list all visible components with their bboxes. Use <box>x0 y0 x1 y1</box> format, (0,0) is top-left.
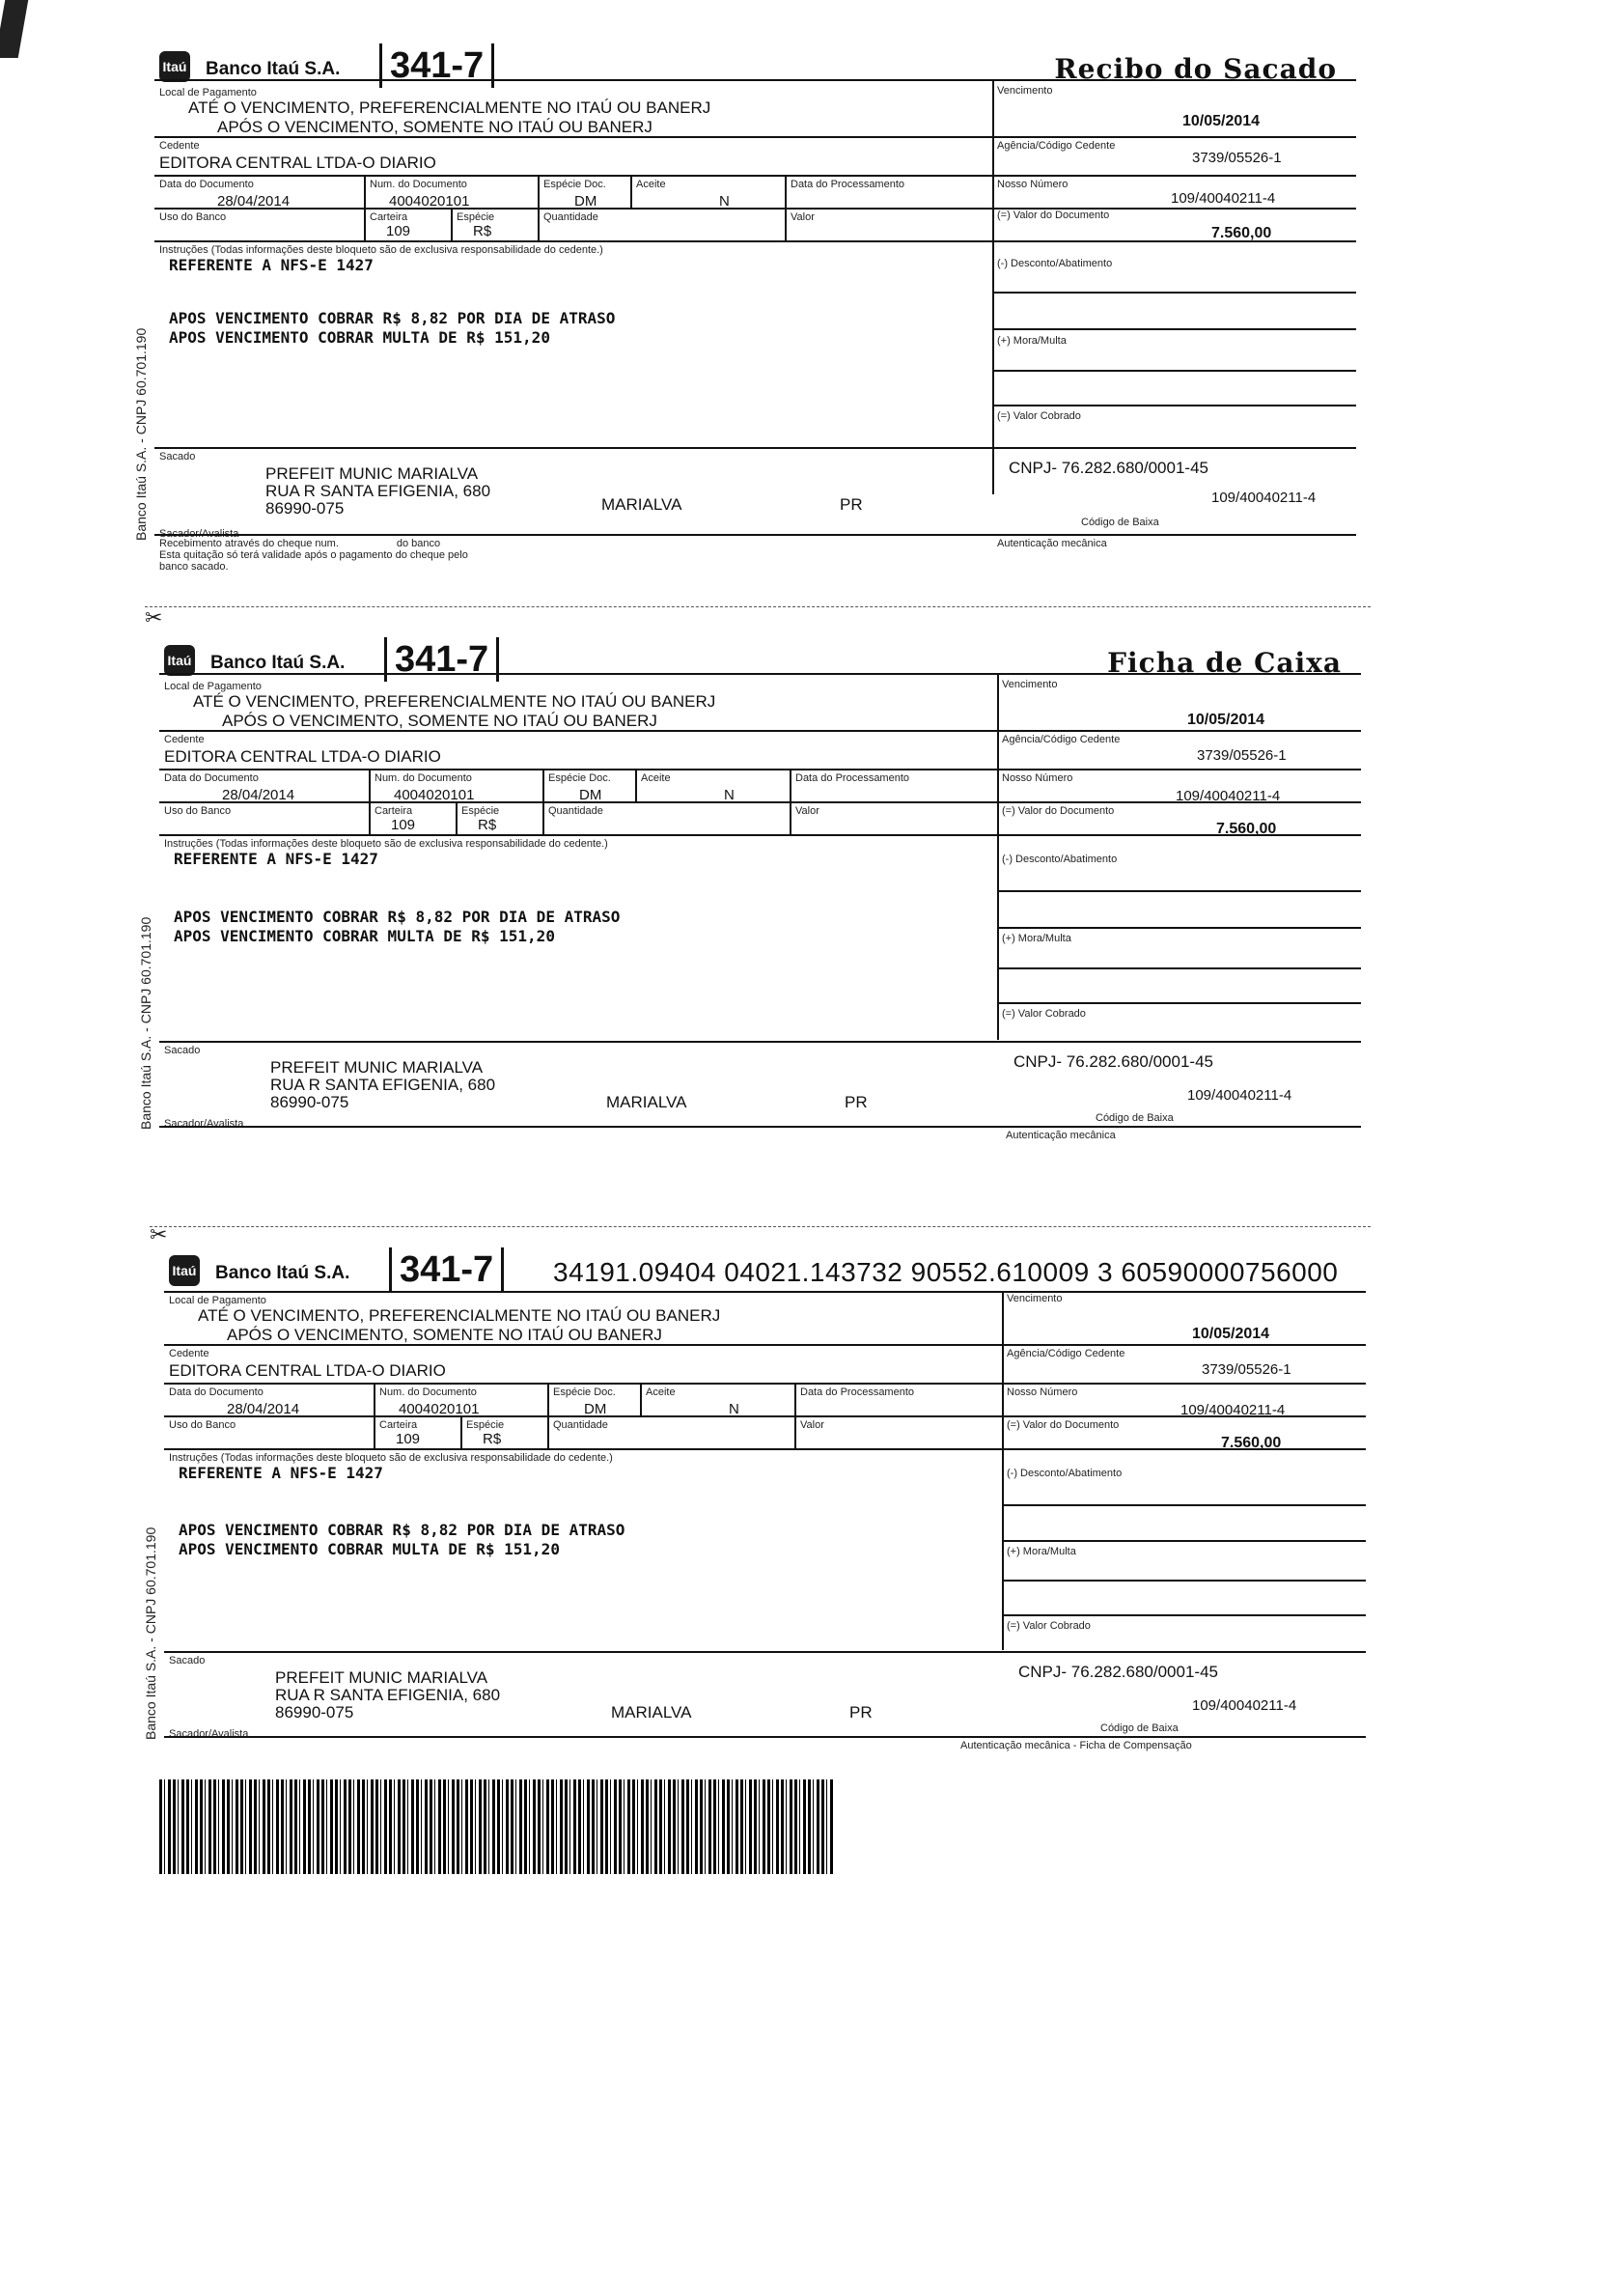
sacado-cidade: MARIALVA <box>611 1703 692 1722</box>
agencia-label: Agência/Código Cedente <box>1007 1348 1125 1359</box>
agencia-value: 3739/05526-1 <box>1202 1361 1291 1378</box>
mora-label: (+) Mora/Multa <box>1002 933 1071 944</box>
instrucao-2: APOS VENCIMENTO COBRAR R$ 8,82 POR DIA DE ATRASO <box>174 908 621 926</box>
desconto-label: (-) Desconto/Abatimento <box>1002 854 1118 865</box>
mora-label: (+) Mora/Multa <box>997 335 1067 347</box>
scissors-icon: ✂ <box>145 605 163 630</box>
valor-doc-value: 7.560,00 <box>1221 1435 1282 1451</box>
instrucao-3: APOS VENCIMENTO COBRAR MULTA DE R$ 151,20 <box>169 328 550 347</box>
uso-banco-label: Uso do Banco <box>169 1419 236 1431</box>
valor-doc-label: (=) Valor do Documento <box>1002 805 1115 817</box>
agencia-label: Agência/Código Cedente <box>1002 734 1121 745</box>
local-line1: ATÉ O VENCIMENTO, PREFERENCIALMENTE NO ITAÚ OU BANERJ <box>193 692 716 711</box>
especie-label: Espécie <box>461 805 500 817</box>
side-cnpj-text: Banco Itaú S.A. - CNPJ 60.701.190 <box>143 1526 158 1740</box>
valor-doc-label: (=) Valor do Documento <box>1007 1419 1120 1431</box>
sacado-label: Sacado <box>164 1045 201 1056</box>
valor-doc-value: 7.560,00 <box>1211 225 1272 241</box>
bank-code: 341-7 <box>389 1247 504 1292</box>
aceite-value: N <box>724 787 735 803</box>
vencimento-label: Vencimento <box>1002 679 1058 690</box>
local-label: Local de Pagamento <box>159 87 257 98</box>
mora-label: (+) Mora/Multa <box>1007 1546 1076 1557</box>
nosso-numero-label: Nosso Número <box>997 179 1069 190</box>
instrucao-3: APOS VENCIMENTO COBRAR MULTA DE R$ 151,20 <box>179 1540 560 1558</box>
sacador-label: Sacador/Avalista <box>164 1118 244 1130</box>
data-doc-value: 28/04/2014 <box>217 193 291 210</box>
data-doc-label: Data do Documento <box>169 1386 264 1398</box>
codigo-baixa-value: 109/40040211-4 <box>1211 490 1317 506</box>
carteira-label: Carteira <box>379 1419 418 1431</box>
local-line1: ATÉ O VENCIMENTO, PREFERENCIALMENTE NO ITAÚ OU BANERJ <box>188 98 711 117</box>
bank-name: Banco Itaú S.A. <box>206 59 341 79</box>
data-proc-label: Data do Processamento <box>791 179 905 190</box>
vencimento-value: 10/05/2014 <box>1182 113 1261 129</box>
cut-line-2 <box>150 1226 1371 1227</box>
valor-cobrado-label: (=) Valor Cobrado <box>997 410 1081 422</box>
sacado-uf: PR <box>840 495 863 514</box>
sacado-nome: PREFEIT MUNIC MARIALVA <box>275 1668 488 1687</box>
especie-doc-label: Espécie Doc. <box>548 772 611 784</box>
bank-code: 341-7 <box>379 43 494 88</box>
slip-title: Ficha de Caixa <box>1107 647 1342 679</box>
sacado-endereco: RUA R SANTA EFIGENIA, 680 <box>270 1076 496 1094</box>
instrucoes-label: Instruções (Todas informações deste bloqueto são de exclusiva responsabilidade do cedente.) <box>169 1452 613 1464</box>
bank-name: Banco Itaú S.A. <box>210 653 346 673</box>
desconto-label: (-) Desconto/Abatimento <box>997 258 1113 269</box>
uso-banco-label: Uso do Banco <box>159 211 227 223</box>
valor-cobrado-label: (=) Valor Cobrado <box>1007 1620 1091 1632</box>
nosso-numero-label: Nosso Número <box>1007 1386 1078 1398</box>
sacado-nome: PREFEIT MUNIC MARIALVA <box>270 1058 484 1077</box>
especie-value: R$ <box>473 223 492 239</box>
nosso-numero-label: Nosso Número <box>1002 772 1073 784</box>
num-doc-value: 4004020101 <box>394 787 475 803</box>
sacado-cep: 86990-075 <box>270 1093 349 1111</box>
sacado-cnpj: CNPJ- 76.282.680/0001-45 <box>1009 459 1208 477</box>
num-doc-label: Num. do Documento <box>370 179 467 190</box>
cedente-value: EDITORA CENTRAL LTDA-O DIARIO <box>169 1361 446 1380</box>
linha-digitavel: 34191.09404 04021.143732 90552.610009 3 60590000756000 <box>553 1257 1339 1287</box>
carteira-value: 109 <box>396 1431 421 1447</box>
aceite-value: N <box>729 1401 739 1417</box>
cedente-value: EDITORA CENTRAL LTDA-O DIARIO <box>159 154 436 172</box>
sacado-cep: 86990-075 <box>265 499 345 518</box>
sacador-label: Sacador/Avalista <box>159 528 239 540</box>
especie-label: Espécie <box>457 211 495 223</box>
side-cnpj-text: Banco Itaú S.A. - CNPJ 60.701.190 <box>133 327 149 541</box>
valor-cobrado-label: (=) Valor Cobrado <box>1002 1008 1086 1020</box>
sacado-cnpj: CNPJ- 76.282.680/0001-45 <box>1013 1052 1213 1071</box>
slip-header <box>145 637 1375 686</box>
vencimento-value: 10/05/2014 <box>1187 712 1265 728</box>
sacado-label: Sacado <box>169 1655 206 1666</box>
uso-banco-label: Uso do Banco <box>164 805 232 817</box>
instrucoes-label: Instruções (Todas informações deste bloqueto são de exclusiva responsabilidade do cedente.) <box>164 838 608 850</box>
autenticacao-ficha-label: Autenticação mecânica - Ficha de Compensação <box>960 1740 1192 1751</box>
valor-label: Valor <box>800 1419 824 1431</box>
especie-value: R$ <box>478 817 497 833</box>
especie-label: Espécie <box>466 1419 505 1431</box>
recibo-note-1: Recebimento através do cheque num. do banco <box>159 538 441 549</box>
codigo-baixa-value: 109/40040211-4 <box>1192 1697 1297 1714</box>
vencimento-value: 10/05/2014 <box>1192 1326 1270 1342</box>
desconto-label: (-) Desconto/Abatimento <box>1007 1468 1123 1479</box>
num-doc-label: Num. do Documento <box>375 772 472 784</box>
especie-value: R$ <box>483 1431 502 1447</box>
local-line2: APÓS O VENCIMENTO, SOMENTE NO ITAÚ OU BANERJ <box>227 1326 662 1344</box>
especie-doc-value: DM <box>574 193 597 210</box>
num-doc-label: Num. do Documento <box>379 1386 477 1398</box>
cut-line-1 <box>145 606 1371 607</box>
aceite-value: N <box>719 193 730 210</box>
vencimento-label: Vencimento <box>1007 1293 1063 1304</box>
codigo-baixa-label: Código de Baixa <box>1100 1722 1179 1734</box>
carteira-value: 109 <box>386 223 411 239</box>
quantidade-label: Quantidade <box>543 211 598 223</box>
instrucao-1: REFERENTE A NFS-E 1427 <box>169 256 374 274</box>
num-doc-value: 4004020101 <box>389 193 470 210</box>
recibo-note-2: Esta quitação só terá validade após o pagamento do cheque pelo <box>159 549 468 561</box>
sacado-cep: 86990-075 <box>275 1703 354 1722</box>
nosso-numero-value: 109/40040211-4 <box>1180 1402 1286 1418</box>
recibo-note-3: banco sacado. <box>159 561 229 573</box>
local-label: Local de Pagamento <box>164 681 262 692</box>
scissors-icon: ✂ <box>150 1222 168 1246</box>
aceite-label: Aceite <box>641 772 671 784</box>
data-doc-value: 28/04/2014 <box>222 787 295 803</box>
instrucao-2: APOS VENCIMENTO COBRAR R$ 8,82 POR DIA DE ATRASO <box>179 1521 625 1539</box>
sacado-cnpj: CNPJ- 76.282.680/0001-45 <box>1018 1663 1218 1681</box>
scan-corner-mark <box>0 0 28 58</box>
valor-doc-value: 7.560,00 <box>1216 821 1277 837</box>
data-proc-label: Data do Processamento <box>795 772 910 784</box>
local-line1: ATÉ O VENCIMENTO, PREFERENCIALMENTE NO ITAÚ OU BANERJ <box>198 1306 721 1325</box>
nosso-numero-value: 109/40040211-4 <box>1171 190 1276 207</box>
slip-title: Recibo do Sacado <box>1054 53 1337 85</box>
carteira-label: Carteira <box>370 211 408 223</box>
cedente-label: Cedente <box>164 734 205 745</box>
codigo-baixa-label: Código de Baixa <box>1096 1112 1174 1124</box>
codigo-baixa-label: Código de Baixa <box>1081 517 1159 528</box>
agencia-value: 3739/05526-1 <box>1197 747 1287 764</box>
sacado-endereco: RUA R SANTA EFIGENIA, 680 <box>265 482 491 500</box>
instrucao-3: APOS VENCIMENTO COBRAR MULTA DE R$ 151,20 <box>174 927 555 945</box>
sacador-label: Sacador/Avalista <box>169 1728 249 1740</box>
especie-doc-label: Espécie Doc. <box>553 1386 616 1398</box>
sacado-cidade: MARIALVA <box>606 1093 687 1111</box>
carteira-value: 109 <box>391 817 416 833</box>
nosso-numero-value: 109/40040211-4 <box>1176 788 1281 804</box>
valor-label: Valor <box>795 805 819 817</box>
itau-logo: Itaú <box>169 1255 200 1286</box>
side-cnpj-text: Banco Itaú S.A. - CNPJ 60.701.190 <box>138 916 153 1130</box>
valor-doc-label: (=) Valor do Documento <box>997 210 1110 221</box>
cedente-label: Cedente <box>169 1348 209 1359</box>
data-doc-label: Data do Documento <box>164 772 259 784</box>
bank-name: Banco Itaú S.A. <box>215 1263 350 1283</box>
data-doc-value: 28/04/2014 <box>227 1401 300 1417</box>
cedente-label: Cedente <box>159 140 200 152</box>
itau-logo: Itaú <box>164 645 195 676</box>
agencia-label: Agência/Código Cedente <box>997 140 1116 152</box>
sacado-label: Sacado <box>159 451 196 462</box>
aceite-label: Aceite <box>636 179 666 190</box>
cedente-value: EDITORA CENTRAL LTDA-O DIARIO <box>164 747 441 766</box>
local-line2: APÓS O VENCIMENTO, SOMENTE NO ITAÚ OU BANERJ <box>217 118 652 136</box>
codigo-baixa-value: 109/40040211-4 <box>1187 1087 1292 1104</box>
local-line2: APÓS O VENCIMENTO, SOMENTE NO ITAÚ OU BANERJ <box>222 712 657 730</box>
quantidade-label: Quantidade <box>553 1419 608 1431</box>
sacado-nome: PREFEIT MUNIC MARIALVA <box>265 464 479 483</box>
instrucao-1: REFERENTE A NFS-E 1427 <box>174 850 378 868</box>
instrucao-1: REFERENTE A NFS-E 1427 <box>179 1464 383 1482</box>
instrucao-2: APOS VENCIMENTO COBRAR R$ 8,82 POR DIA DE ATRASO <box>169 309 616 327</box>
barcode <box>159 1779 835 1874</box>
sacado-uf: PR <box>845 1093 868 1111</box>
data-proc-label: Data do Processamento <box>800 1386 915 1398</box>
sacado-cidade: MARIALVA <box>601 495 682 514</box>
sacado-endereco: RUA R SANTA EFIGENIA, 680 <box>275 1686 501 1704</box>
agencia-value: 3739/05526-1 <box>1192 150 1282 166</box>
carteira-label: Carteira <box>375 805 413 817</box>
autenticacao-label: Autenticação mecânica <box>997 538 1107 549</box>
num-doc-value: 4004020101 <box>399 1401 480 1417</box>
autenticacao-label: Autenticação mecânica <box>1006 1130 1116 1141</box>
aceite-label: Aceite <box>646 1386 676 1398</box>
sacado-uf: PR <box>849 1703 873 1722</box>
slip-header <box>140 43 1371 92</box>
quantidade-label: Quantidade <box>548 805 603 817</box>
instrucoes-label: Instruções (Todas informações deste bloqueto são de exclusiva responsabilidade do cedente.) <box>159 244 603 256</box>
valor-label: Valor <box>791 211 815 223</box>
especie-doc-value: DM <box>579 787 602 803</box>
slip-header <box>150 1247 1380 1296</box>
vencimento-label: Vencimento <box>997 85 1053 97</box>
itau-logo: Itaú <box>159 51 190 82</box>
local-label: Local de Pagamento <box>169 1295 266 1306</box>
especie-doc-label: Espécie Doc. <box>543 179 606 190</box>
data-doc-label: Data do Documento <box>159 179 254 190</box>
especie-doc-value: DM <box>584 1401 607 1417</box>
bank-code: 341-7 <box>384 637 499 682</box>
